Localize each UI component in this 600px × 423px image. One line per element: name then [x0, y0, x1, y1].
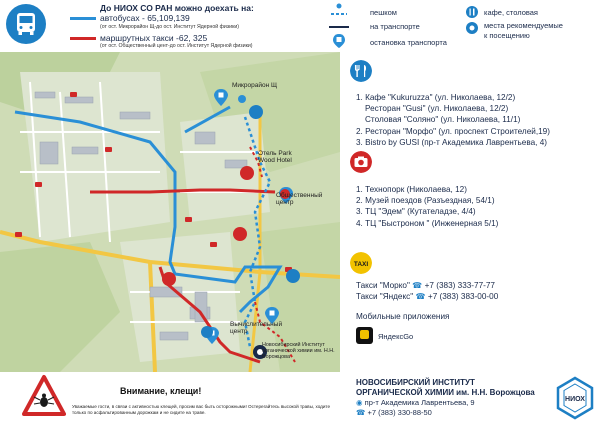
bus-icon [6, 4, 46, 44]
taxi-line-swatch [70, 37, 96, 40]
cafe-item: Ресторан "Gusi" (ул. Николаева, 12/2) [365, 104, 509, 114]
bus-route: автобусах - 65,109,139 [100, 13, 190, 23]
cafe-item: 3. Bistro by GUSI (пр-т Академика Лаврентьева, 4) [356, 137, 547, 147]
route-title: До НИОХ СО РАН можно доехать на: [100, 3, 254, 13]
warning-title: Внимание, клещи! [120, 386, 202, 396]
cafe-list [356, 92, 550, 148]
phone-icon: ☎ [356, 408, 366, 417]
legend-cafe: кафе, столовая [484, 8, 538, 17]
legend-transport: на транспорте [370, 22, 420, 31]
taxi-yandex: Такси "Яндекс" ☎ +7 (383) 383-00-00 [356, 292, 499, 302]
taxi-morko-phone[interactable]: +7 (383) 333-77-77 [424, 281, 495, 290]
apps-title: Мобильные приложения [356, 312, 450, 321]
place-item: 4. ТЦ "Быстроном " (Инженерная 5/1) [356, 218, 499, 228]
yandex-go-icon [356, 327, 373, 344]
taxi-morko-name: Такси "Морко" [356, 281, 410, 290]
taxi-yandex-name: Такси "Яндекс" [356, 292, 414, 302]
taxi-morko: Такси "Морко" ☎ +7 (383) 333-77-77 [356, 281, 495, 290]
place-item: 3. ТЦ "Эдем" (Кутателадзе, 4/4) [356, 207, 476, 217]
institute-phone [356, 408, 432, 417]
places-list [356, 184, 498, 229]
camera-icon [350, 151, 372, 173]
bus-route-note: (от ост. Микрорайон Щ-до ост. Институт Ядерной физики) [100, 24, 239, 30]
cafe-legend-icon [466, 6, 478, 18]
fork-knife-icon [350, 60, 372, 82]
label-computing-center: Вычислительный центр [230, 321, 283, 336]
location-pin-icon: ◉ [356, 398, 363, 407]
place-legend-icon [466, 22, 478, 34]
place-item: 2. Музей поездов (Разъездная, 54/1) [356, 196, 495, 206]
place-item: 1. Технопорк (Николаева, 12) [356, 185, 467, 194]
legend-places: места рекомендуемые [484, 21, 563, 30]
taxi-route: маршрутных такси -62, 325 [100, 33, 208, 43]
svg-text:TAXI: TAXI [353, 261, 369, 268]
logo-text: НИОХ [565, 396, 585, 403]
legend-walk: пешком [370, 8, 397, 17]
taxi-yandex-phone[interactable]: +7 (383) 383-00-00 [427, 292, 499, 302]
legend-icons [323, 2, 355, 48]
taxi-icon [350, 252, 372, 274]
nioh-logo [555, 376, 595, 420]
map[interactable] [0, 52, 340, 372]
header [0, 0, 600, 52]
cafe-item: 1. Кафе "Kukuruzza" (ул. Николаева, 12/2) [356, 93, 516, 102]
cafe-item: Столовая "Соляно" (ул. Николаева, 11/1) [365, 115, 521, 125]
warning-text: Уважаемые гости, в связи с активностью клещей, просим вас быть осторожными! Остерегайтесь высокой травы, ходите только по асфальтированным дорожкам и не сидите на траве. [72, 404, 331, 415]
institute-phone-text[interactable]: +7 (383) 330-88-50 [367, 408, 432, 417]
tick-warning [0, 372, 340, 423]
label-microdistrict: Микрорайон Щ [232, 82, 278, 89]
legend-stop: остановка транспорта [370, 38, 447, 47]
cafe-item: 2. Ресторан "Морфо" (ул. проспект Строителей,19) [356, 126, 550, 136]
label-institute: Новосибирский Институт органической химии им. Н.Н. Ворожцова [262, 342, 335, 361]
bus-line-swatch [70, 17, 96, 20]
label-social-center: Общественный центр [276, 192, 323, 207]
taxi-route-note: (от ост. Общественный цент-до ост. Институт Ядерной физики) [100, 43, 253, 49]
legend-places-2: к посещению [484, 31, 530, 40]
institute-address-text: пр-т Академика Лаврентьева, 9 [364, 398, 475, 407]
institute-address [356, 398, 475, 407]
institute-name-2: ОРГАНИЧЕСКОЙ ХИМИИ им. Н.Н. Ворожцова [356, 388, 535, 397]
tick-warning-icon [22, 374, 66, 418]
label-hotel: Отель Park Wood Hotel [258, 150, 292, 165]
institute-name-1: НОВОСИБИРСКИЙ ИНСТИТУТ [356, 378, 475, 387]
taxi-list [356, 280, 498, 302]
yandex-go-app[interactable]: ЯндексGo [378, 332, 414, 341]
